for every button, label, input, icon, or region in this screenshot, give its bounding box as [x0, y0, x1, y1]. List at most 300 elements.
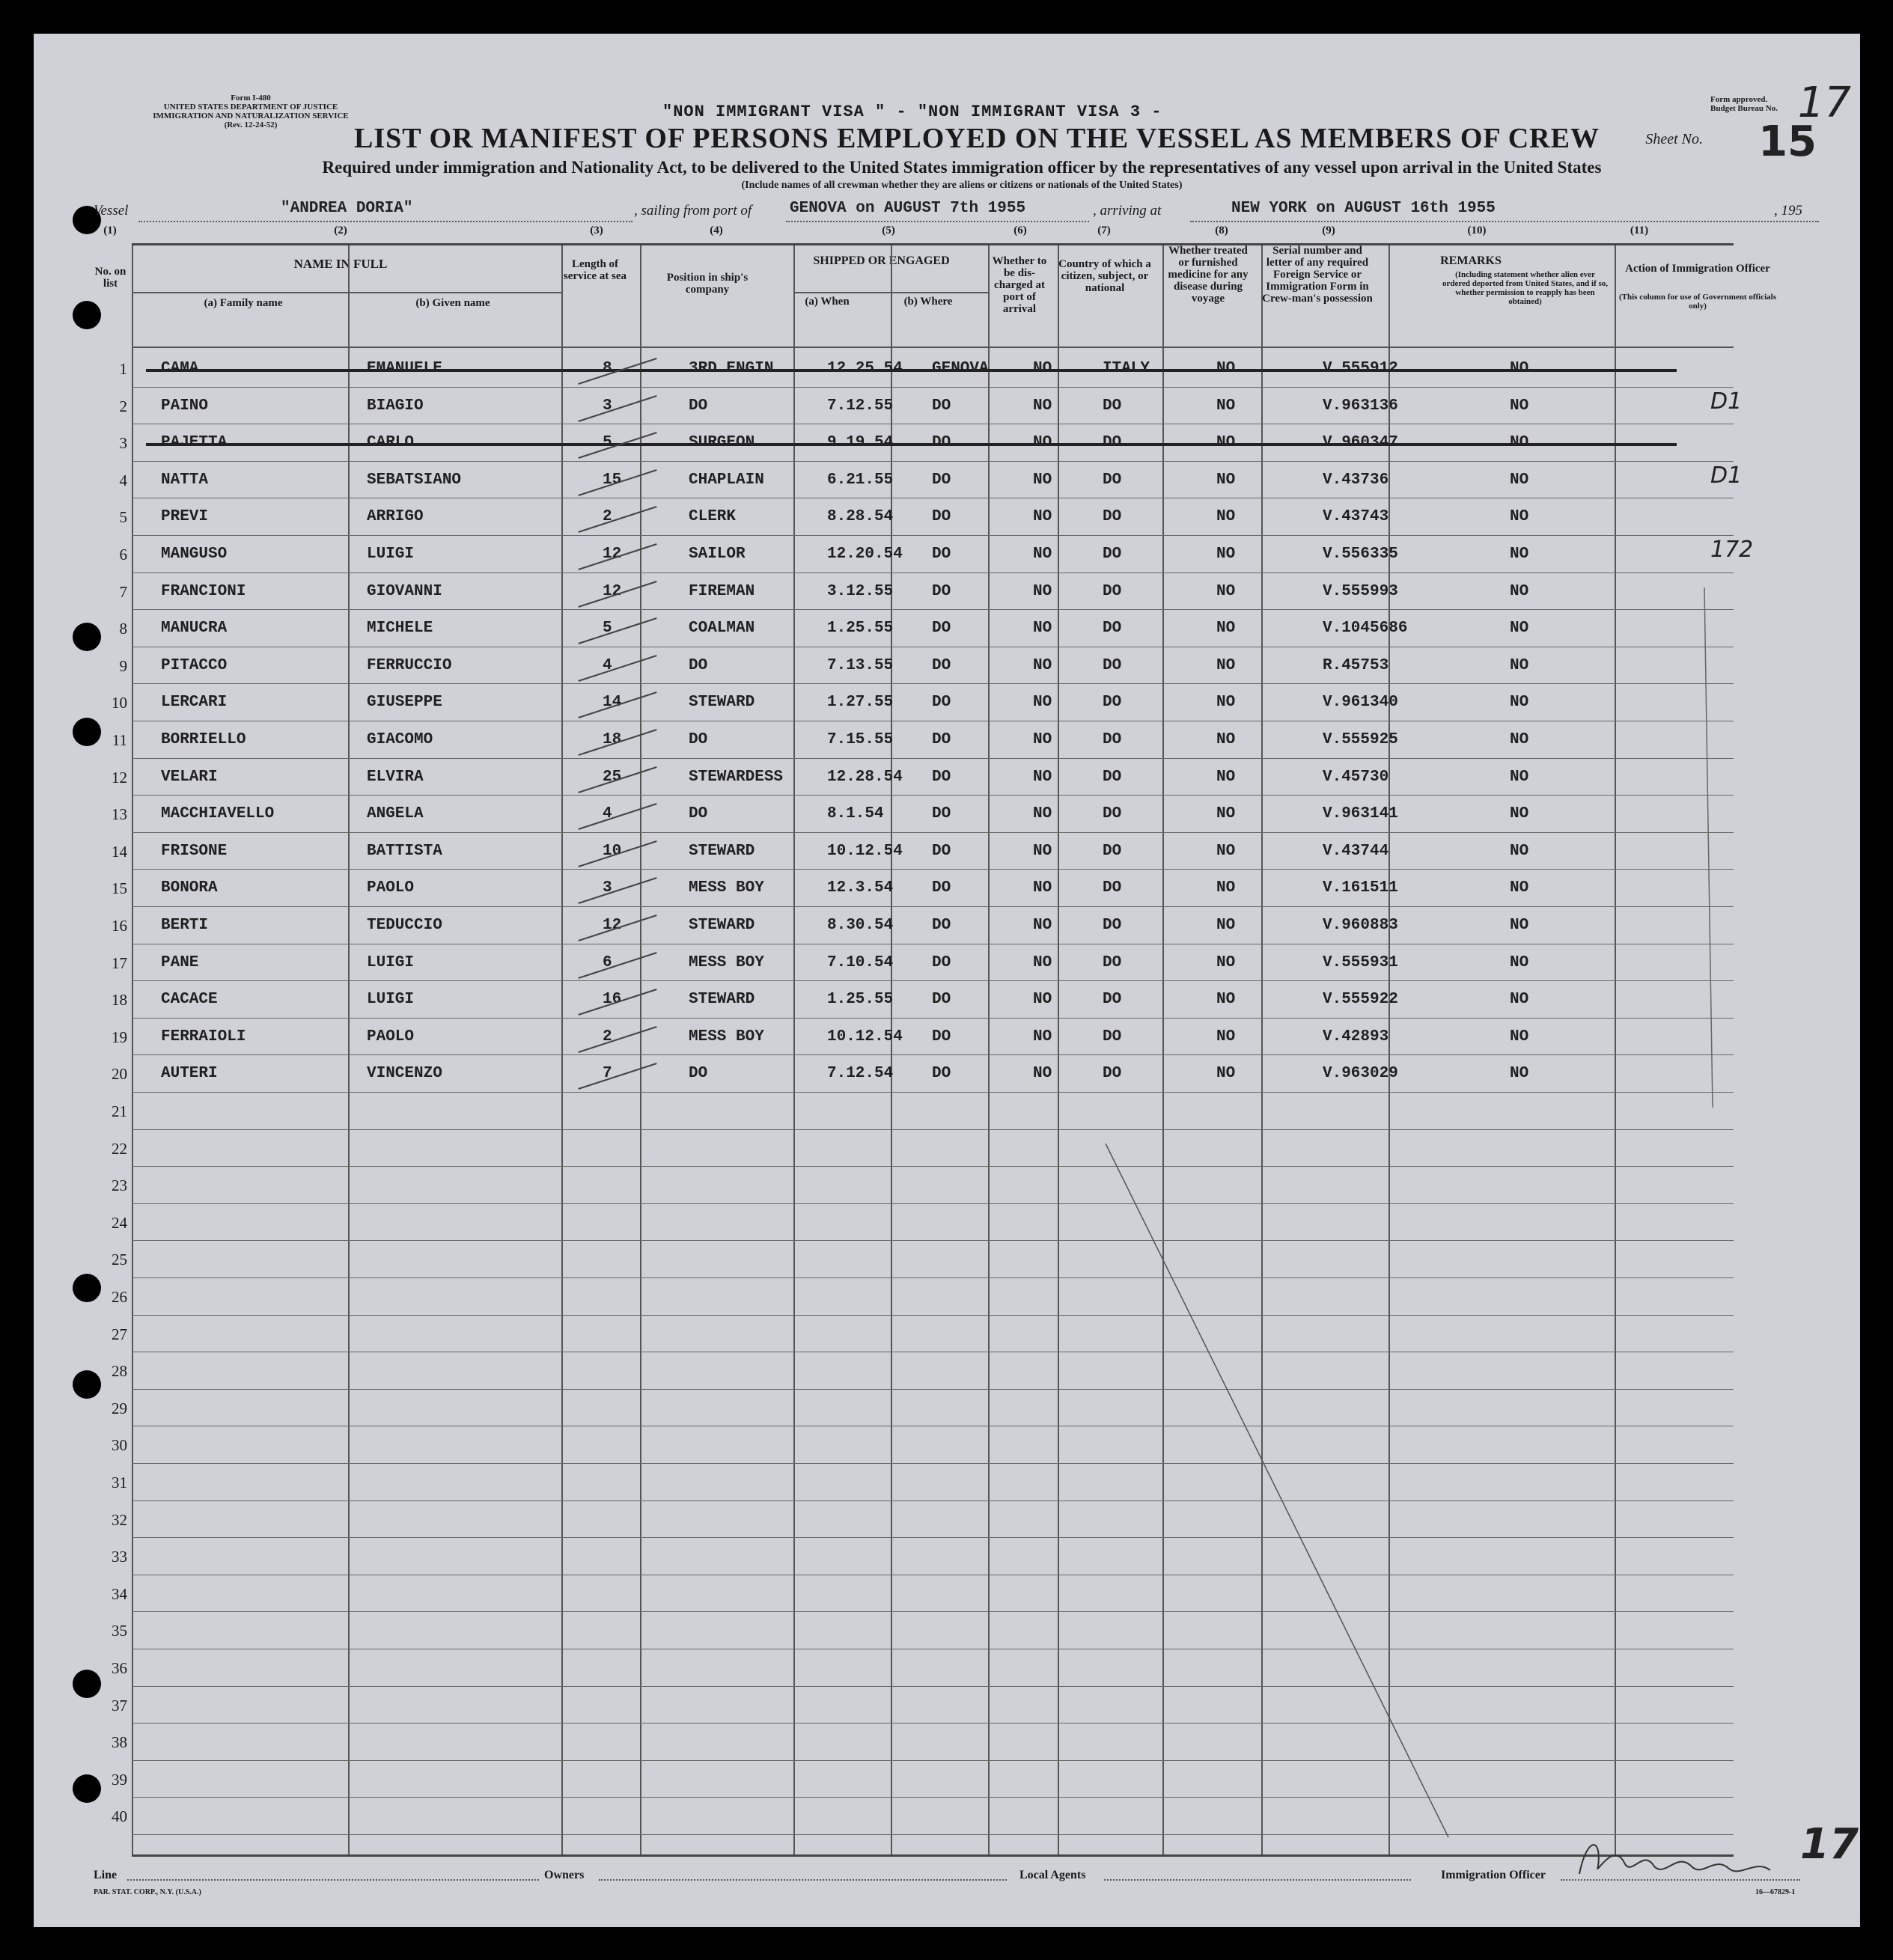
- cell-country: ITALY: [1103, 360, 1150, 377]
- cell-when: 12.3.54: [827, 879, 894, 897]
- cell-treated: NO: [1216, 1065, 1236, 1083]
- row-number: 21: [112, 1102, 127, 1120]
- cell-treated: NO: [1216, 397, 1236, 415]
- cell-when: 9.19.54: [827, 434, 894, 452]
- column-number: (1): [103, 225, 117, 236]
- sailing-label: , sailing from port of: [634, 203, 752, 219]
- cell-country: DO: [1103, 991, 1122, 1009]
- row-number: 3: [119, 434, 127, 453]
- corner-mark: 17: [1797, 79, 1851, 127]
- cell-when: 7.13.55: [827, 656, 894, 674]
- cell-where: DO: [932, 917, 951, 934]
- header-shipped: SHIPPED OR ENGAGED: [813, 254, 950, 267]
- vessel-label: Vessel: [94, 203, 129, 219]
- cell-remarks: NO: [1510, 768, 1529, 786]
- form-code: 16—67829-1: [1755, 1888, 1796, 1896]
- cell-treated: NO: [1216, 620, 1236, 638]
- row-number: 28: [112, 1362, 127, 1381]
- row-number: 26: [112, 1288, 127, 1306]
- cell-country: DO: [1103, 471, 1122, 489]
- cell-when: 10.12.54: [827, 842, 903, 860]
- row-number: 34: [112, 1584, 127, 1603]
- cell-length: 18: [603, 731, 622, 748]
- column-number: (6): [1013, 225, 1027, 236]
- cell-remarks: NO: [1510, 1065, 1529, 1083]
- cell-where: DO: [932, 731, 951, 748]
- sailing-from: GENOVA on AUGUST 7th 1955: [790, 200, 1026, 217]
- cell-treated: NO: [1216, 842, 1236, 860]
- cell-family: CACACE: [161, 991, 218, 1009]
- row-number: 13: [112, 805, 127, 824]
- cell-country: DO: [1103, 1028, 1122, 1045]
- header-subdivider: [132, 292, 561, 293]
- cell-family: FRISONE: [161, 842, 228, 860]
- row-number: 2: [119, 397, 127, 415]
- cell-remarks: NO: [1510, 805, 1529, 823]
- cell-position: DO: [689, 397, 708, 415]
- row-number: 38: [112, 1733, 127, 1752]
- signature: [1572, 1833, 1796, 1889]
- row-number: 20: [112, 1065, 127, 1084]
- cell-position: DO: [689, 656, 708, 674]
- cell-family: BERTI: [161, 917, 209, 934]
- sheet-number: 15: [1758, 117, 1817, 166]
- cell-discharged: NO: [1033, 546, 1052, 563]
- cell-discharged: NO: [1033, 842, 1052, 860]
- row-number: 29: [112, 1399, 127, 1417]
- cell-serial: V.43736: [1323, 471, 1389, 489]
- cell-length: 12: [603, 546, 622, 563]
- row-number: 12: [112, 768, 127, 787]
- header-action: Action of Immigration Officer: [1625, 263, 1770, 275]
- cell-treated: NO: [1216, 360, 1236, 377]
- pencil-mark: [34, 34, 1860, 1927]
- row-number: 32: [112, 1510, 127, 1529]
- form-number: Form I-480: [231, 94, 271, 103]
- header-treated: Whether treated or furnished medicine for any disease during voyage: [1168, 245, 1249, 305]
- cell-country: DO: [1103, 879, 1122, 897]
- cell-discharged: NO: [1033, 879, 1052, 897]
- cell-serial: V.963136: [1323, 397, 1398, 415]
- cell-treated: NO: [1216, 731, 1236, 748]
- cell-where: DO: [932, 953, 951, 971]
- cell-treated: NO: [1216, 471, 1236, 489]
- cell-family: MACCHIAVELLO: [161, 805, 275, 823]
- form-approved-label: Form approved.: [1710, 95, 1768, 104]
- cell-action: D1: [1710, 462, 1743, 489]
- cell-given: PAOLO: [367, 879, 415, 897]
- cell-country: DO: [1103, 694, 1122, 712]
- cell-given: BIAGIO: [367, 397, 424, 415]
- cell-serial: V.45730: [1323, 768, 1389, 786]
- cell-serial: V.555922: [1323, 991, 1398, 1009]
- cell-when: 8.28.54: [827, 508, 894, 526]
- cell-length: 6: [603, 953, 612, 971]
- cell-family: PANE: [161, 953, 199, 971]
- cell-where: DO: [932, 805, 951, 823]
- column-number: (9): [1322, 225, 1335, 236]
- cell-position: SURGEON: [689, 434, 755, 452]
- cell-length: 3: [603, 397, 612, 415]
- cell-treated: NO: [1216, 508, 1236, 526]
- cell-remarks: NO: [1510, 620, 1529, 638]
- cell-discharged: NO: [1033, 991, 1052, 1009]
- cell-position: FIREMAN: [689, 582, 755, 600]
- cell-serial: V.963141: [1323, 805, 1398, 823]
- cell-treated: NO: [1216, 805, 1236, 823]
- row-number: 39: [112, 1770, 127, 1789]
- cell-action: D1: [1710, 388, 1743, 415]
- end-mark: 17: [1800, 1820, 1859, 1869]
- cell-when: 7.15.55: [827, 731, 894, 748]
- cell-when: 12.25.54: [827, 360, 903, 377]
- row-number: 25: [112, 1251, 127, 1269]
- row-number: 8: [119, 620, 127, 638]
- cell-family: PREVI: [161, 508, 209, 526]
- printer-label: PAR. STAT. CORP., N.Y. (U.S.A.): [94, 1888, 201, 1896]
- cell-length: 3: [603, 879, 612, 897]
- cell-remarks: NO: [1510, 434, 1529, 452]
- row-number: 36: [112, 1659, 127, 1677]
- header-subdivider: [793, 292, 988, 293]
- row-number: 30: [112, 1436, 127, 1455]
- cell-where: DO: [932, 471, 951, 489]
- cell-length: 8: [603, 360, 612, 377]
- cell-family: MANUCRA: [161, 620, 228, 638]
- cell-given: PAOLO: [367, 1028, 415, 1045]
- cell-country: DO: [1103, 546, 1122, 563]
- cell-serial: V.555931: [1323, 953, 1398, 971]
- cell-position: SAILOR: [689, 546, 746, 563]
- cell-family: PAJETTA: [161, 434, 228, 452]
- officer-label: Immigration Officer: [1441, 1869, 1546, 1881]
- cell-position: CHAPLAIN: [689, 471, 764, 489]
- cell-treated: NO: [1216, 1028, 1236, 1045]
- owners-label: Owners: [544, 1869, 585, 1881]
- cell-discharged: NO: [1033, 656, 1052, 674]
- row-number: 23: [112, 1176, 127, 1195]
- cell-discharged: NO: [1033, 471, 1052, 489]
- signature-scribble: [1572, 1833, 1796, 1885]
- cell-country: DO: [1103, 731, 1122, 748]
- cell-when: 6.21.55: [827, 471, 894, 489]
- header-position: Position in ship's company: [666, 272, 749, 296]
- agents-label: Local Agents: [1019, 1869, 1086, 1881]
- year-suffix: , 195: [1774, 203, 1802, 219]
- header-action-note: (This column for use of Government officials only): [1619, 293, 1777, 311]
- budget-bureau-label: Budget Bureau No.: [1710, 104, 1778, 113]
- cell-given: LUIGI: [367, 546, 415, 563]
- cell-serial: V.1045686: [1323, 620, 1408, 638]
- cell-given: CARLO: [367, 434, 415, 452]
- cell-family: NATTA: [161, 471, 209, 489]
- row-number: 19: [112, 1028, 127, 1046]
- cell-country: DO: [1103, 917, 1122, 934]
- cell-treated: NO: [1216, 656, 1236, 674]
- cell-where: DO: [932, 879, 951, 897]
- row-number: 31: [112, 1474, 127, 1492]
- cell-when: 8.30.54: [827, 917, 894, 934]
- cell-discharged: NO: [1033, 582, 1052, 600]
- row-number: 4: [119, 471, 127, 489]
- dotted-rule: [127, 1879, 539, 1881]
- header-where: (b) Where: [903, 296, 953, 308]
- cell-discharged: NO: [1033, 953, 1052, 971]
- cell-length: 15: [603, 471, 622, 489]
- row-number: 14: [112, 842, 127, 861]
- cell-remarks: NO: [1510, 471, 1529, 489]
- cell-length: 12: [603, 917, 622, 934]
- header-serial: Serial number and letter of any required Foreign Service or Immigration Form in Crew-man's possession: [1262, 245, 1373, 305]
- manifest-page: [34, 34, 1860, 1927]
- cell-when: 8.1.54: [827, 805, 884, 823]
- dotted-rule: [599, 1879, 1007, 1881]
- column-number: (5): [882, 225, 895, 236]
- cell-action: 172: [1710, 537, 1754, 563]
- service: IMMIGRATION AND NATURALIZATION SERVICE: [153, 112, 349, 120]
- cell-country: DO: [1103, 508, 1122, 526]
- row-number: 35: [112, 1622, 127, 1640]
- cell-treated: NO: [1216, 991, 1236, 1009]
- cell-given: GIUSEPPE: [367, 694, 442, 712]
- cell-serial: V.43744: [1323, 842, 1389, 860]
- cell-treated: NO: [1216, 917, 1236, 934]
- cell-length: 2: [603, 508, 612, 526]
- cell-serial: V.556335: [1323, 546, 1398, 563]
- visa-line: "NON IMMIGRANT VISA " - "NON IMMIGRANT VISA 3 -: [662, 103, 1162, 121]
- cell-family: FRANCIONI: [161, 582, 246, 600]
- line-label: Line: [94, 1869, 118, 1881]
- header-length: Length of service at sea: [563, 258, 627, 282]
- row-number: 6: [119, 546, 127, 564]
- row-number: 24: [112, 1213, 127, 1232]
- cell-discharged: NO: [1033, 620, 1052, 638]
- cell-country: DO: [1103, 397, 1122, 415]
- cell-family: MANGUSO: [161, 546, 228, 563]
- cell-position: CLERK: [689, 508, 737, 526]
- department: UNITED STATES DEPARTMENT OF JUSTICE: [163, 103, 338, 112]
- cell-treated: NO: [1216, 434, 1236, 452]
- cell-remarks: NO: [1510, 656, 1529, 674]
- cell-where: DO: [932, 508, 951, 526]
- revision: (Rev. 12-24-52): [224, 120, 278, 129]
- cell-country: DO: [1103, 805, 1122, 823]
- cell-country: DO: [1103, 434, 1122, 452]
- cell-family: BONORA: [161, 879, 218, 897]
- header-when: (a) When: [805, 296, 850, 308]
- cell-family: PAINO: [161, 397, 209, 415]
- cell-position: DO: [689, 1065, 708, 1083]
- column-number: (10): [1467, 225, 1487, 236]
- cell-discharged: NO: [1033, 508, 1052, 526]
- cell-when: 7.10.54: [827, 953, 894, 971]
- cell-where: GENOVA: [932, 360, 989, 377]
- cell-given: SEBATSIANO: [367, 471, 462, 489]
- row-number: 16: [112, 917, 127, 935]
- row-number: 18: [112, 991, 127, 1010]
- cell-treated: NO: [1216, 953, 1236, 971]
- cell-serial: V.963029: [1323, 1065, 1398, 1083]
- cell-serial: V.43743: [1323, 508, 1389, 526]
- cell-country: DO: [1103, 768, 1122, 786]
- header-given-name: (b) Given name: [415, 297, 490, 309]
- cell-when: 10.12.54: [827, 1028, 903, 1045]
- column-number: (2): [334, 225, 347, 236]
- cell-remarks: NO: [1510, 731, 1529, 748]
- include-text: (Include names of all crewman whether they are aliens or citizens or nationals of the United States): [741, 180, 1183, 191]
- cell-discharged: NO: [1033, 917, 1052, 934]
- cell-position: 3RD ENGIN.: [689, 360, 784, 377]
- cell-length: 4: [603, 805, 612, 823]
- cell-where: DO: [932, 397, 951, 415]
- cell-length: 4: [603, 656, 612, 674]
- cell-given: BATTISTA: [367, 842, 442, 860]
- header-remarks-note: (Including statement whether alien ever ordered deported from United States, and if so, whether permission to reapply has been obtained): [1442, 270, 1609, 306]
- cell-position: MESS BOY: [689, 1028, 764, 1045]
- cell-country: DO: [1103, 842, 1122, 860]
- arriving-label: , arriving at: [1093, 203, 1162, 219]
- cell-remarks: NO: [1510, 879, 1529, 897]
- row-number: 27: [112, 1325, 127, 1343]
- arriving-at: NEW YORK on AUGUST 16th 1955: [1231, 200, 1496, 217]
- cell-length: 2: [603, 1028, 612, 1045]
- cell-length: 10: [603, 842, 622, 860]
- cell-remarks: NO: [1510, 582, 1529, 600]
- header-family-name: (a) Family name: [204, 297, 283, 309]
- header-bottom-rule: [132, 346, 1734, 348]
- cell-when: 1.27.55: [827, 694, 894, 712]
- cell-where: DO: [932, 434, 951, 452]
- cell-family: PITACCO: [161, 656, 228, 674]
- column-number: (11): [1630, 225, 1649, 236]
- cell-length: 16: [603, 991, 622, 1009]
- cell-serial: V.555912: [1323, 360, 1398, 377]
- cell-position: DO: [689, 805, 708, 823]
- cell-remarks: NO: [1510, 397, 1529, 415]
- cell-where: DO: [932, 656, 951, 674]
- row-number: 33: [112, 1548, 127, 1566]
- cell-country: DO: [1103, 953, 1122, 971]
- column-number: (3): [590, 225, 603, 236]
- cell-where: DO: [932, 582, 951, 600]
- cell-treated: NO: [1216, 768, 1236, 786]
- header-discharged: Whether to be dis-charged at port of arrival: [992, 255, 1047, 315]
- cell-position: COALMAN: [689, 620, 755, 638]
- cell-given: LUIGI: [367, 953, 415, 971]
- cell-serial: V.555925: [1323, 731, 1398, 748]
- cell-length: 7: [603, 1065, 612, 1083]
- vessel-name: "ANDREA DORIA": [281, 200, 413, 217]
- cell-remarks: NO: [1510, 953, 1529, 971]
- cell-given: ELVIRA: [367, 768, 424, 786]
- cell-discharged: NO: [1033, 1028, 1052, 1045]
- cell-serial: V.161511: [1323, 879, 1398, 897]
- cell-remarks: NO: [1510, 842, 1529, 860]
- cell-family: LERCARI: [161, 694, 228, 712]
- cell-when: 7.12.55: [827, 397, 894, 415]
- column-number: (4): [710, 225, 723, 236]
- cell-length: 5: [603, 434, 612, 452]
- row-number: 15: [112, 879, 127, 898]
- cell-where: DO: [932, 1065, 951, 1083]
- cell-given: ARRIGO: [367, 508, 424, 526]
- column-number: (8): [1215, 225, 1228, 236]
- cell-given: ANGELA: [367, 805, 424, 823]
- cell-family: AUTERI: [161, 1065, 218, 1083]
- cell-remarks: NO: [1510, 991, 1529, 1009]
- cell-discharged: NO: [1033, 360, 1052, 377]
- cell-given: MICHELE: [367, 620, 433, 638]
- cell-discharged: NO: [1033, 434, 1052, 452]
- cell-position: DO: [689, 731, 708, 748]
- cell-remarks: NO: [1510, 694, 1529, 712]
- cell-where: DO: [932, 842, 951, 860]
- cell-treated: NO: [1216, 879, 1236, 897]
- row-number: 17: [112, 953, 127, 972]
- cell-where: DO: [932, 620, 951, 638]
- cell-serial: R.45753: [1323, 656, 1389, 674]
- cell-serial: V.555993: [1323, 582, 1398, 600]
- cell-position: STEWARD: [689, 917, 755, 934]
- row-number: 10: [112, 694, 127, 712]
- dotted-rule: [1104, 1879, 1411, 1881]
- cell-country: DO: [1103, 656, 1122, 674]
- row-number: 11: [112, 731, 127, 749]
- cell-remarks: NO: [1510, 917, 1529, 934]
- cell-given: TEDUCCIO: [367, 917, 442, 934]
- header-country: Country of which a citizen, subject, or national: [1058, 258, 1151, 294]
- cell-remarks: NO: [1510, 546, 1529, 563]
- cell-family: FERRAIOLI: [161, 1028, 246, 1045]
- cell-given: EMANUELE: [367, 360, 442, 377]
- row-number: 9: [119, 656, 127, 675]
- required-text: Required under immigration and Nationality Act, to be delivered to the United States immigration officer by the representatives of any vessel upon arrival in the United States: [322, 158, 1602, 177]
- cell-where: DO: [932, 694, 951, 712]
- cell-remarks: NO: [1510, 1028, 1529, 1045]
- cell-serial: V.961340: [1323, 694, 1398, 712]
- page-title: LIST OR MANIFEST OF PERSONS EMPLOYED ON THE VESSEL AS MEMBERS OF CREW: [354, 123, 1600, 154]
- cell-given: GIOVANNI: [367, 582, 442, 600]
- cell-where: DO: [932, 1028, 951, 1045]
- cell-given: GIACOMO: [367, 731, 433, 748]
- cell-length: 25: [603, 768, 622, 786]
- column-number: (7): [1097, 225, 1111, 236]
- cell-position: STEWARD: [689, 991, 755, 1009]
- cell-serial: V.960347: [1323, 434, 1398, 452]
- cell-where: DO: [932, 768, 951, 786]
- row-number: 22: [112, 1139, 127, 1158]
- cell-position: STEWARDESS: [689, 768, 784, 786]
- cell-family: CAMA: [161, 360, 199, 377]
- cell-family: BORRIELLO: [161, 731, 246, 748]
- row-number: 1: [119, 360, 127, 378]
- cell-given: FERRUCCIO: [367, 656, 452, 674]
- cell-given: VINCENZO: [367, 1065, 442, 1083]
- cell-discharged: NO: [1033, 1065, 1052, 1083]
- cell-position: STEWARD: [689, 694, 755, 712]
- cell-where: DO: [932, 546, 951, 563]
- cell-length: 5: [603, 620, 612, 638]
- row-number: 40: [112, 1807, 127, 1826]
- cell-treated: NO: [1216, 582, 1236, 600]
- cell-treated: NO: [1216, 694, 1236, 712]
- header-remarks: REMARKS: [1440, 254, 1502, 267]
- cell-when: 3.12.55: [827, 582, 894, 600]
- cell-treated: NO: [1216, 546, 1236, 563]
- cell-position: STEWARD: [689, 842, 755, 860]
- cell-serial: V.960883: [1323, 917, 1398, 934]
- cell-when: 12.20.54: [827, 546, 903, 563]
